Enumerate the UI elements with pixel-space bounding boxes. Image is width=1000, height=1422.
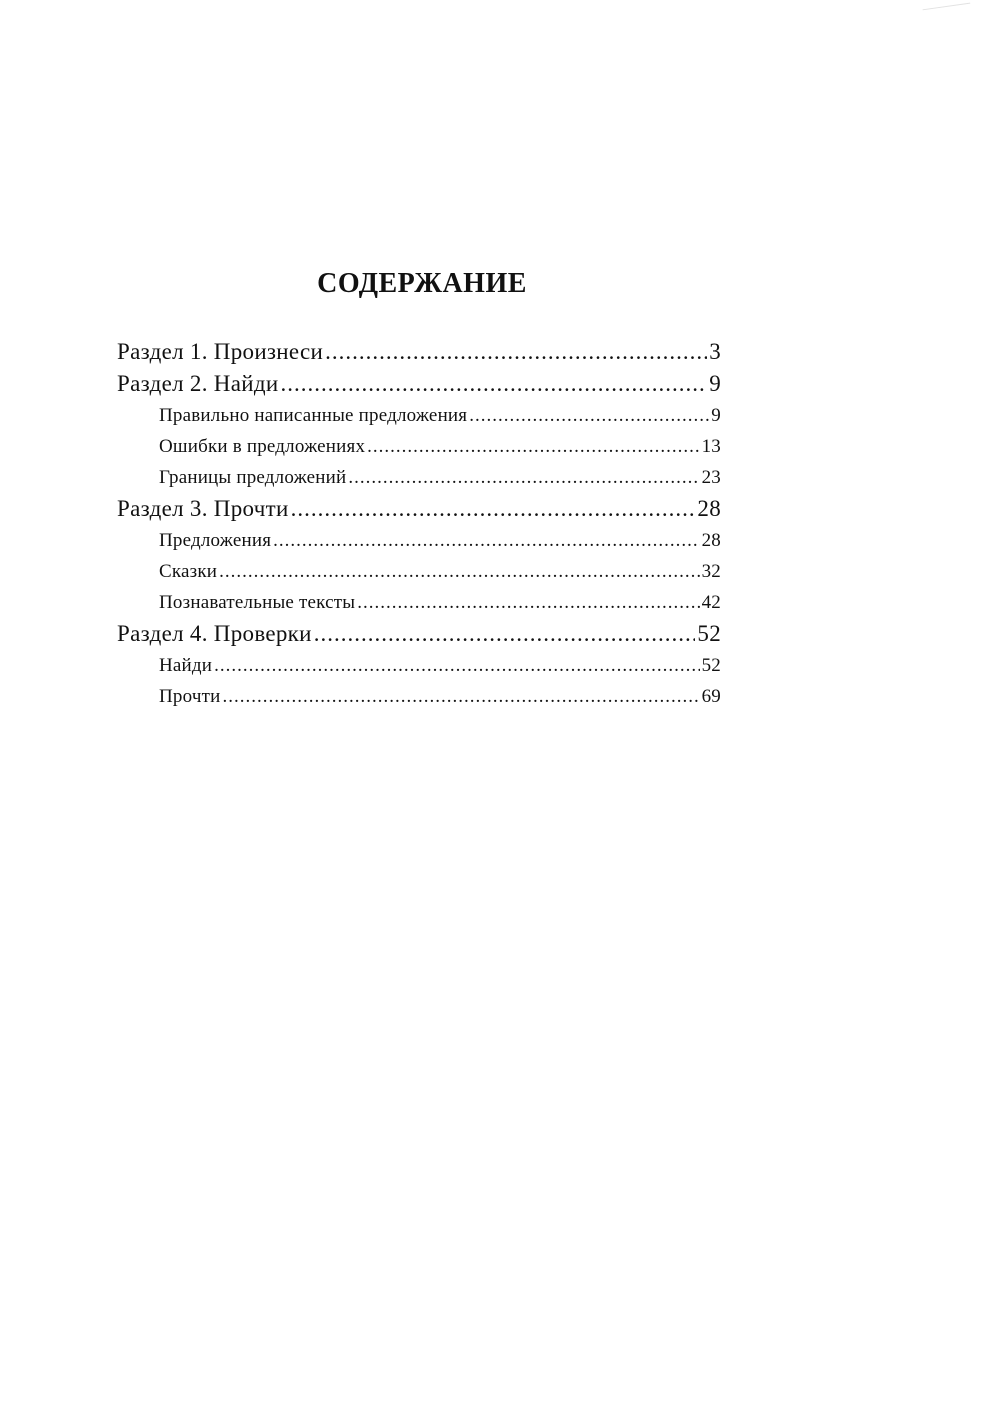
scan-mark <box>922 0 971 10</box>
toc-entry-label: Раздел 4. Проверки <box>117 621 312 646</box>
toc-entry-section-2[interactable] <box>117 368 721 400</box>
toc-entry-correct-sentences[interactable] <box>117 400 721 431</box>
dot-leader <box>273 525 699 556</box>
toc-entry-page: 69 <box>701 686 721 707</box>
toc-entry-page: 23 <box>701 467 721 488</box>
dot-leader <box>314 618 696 650</box>
toc-entry-page: 42 <box>701 592 721 613</box>
toc-entry-section-1[interactable] <box>117 336 721 368</box>
toc-entry-label: Раздел 2. Найди <box>117 371 279 396</box>
toc-entry-page: 28 <box>697 496 721 521</box>
toc-entry-page: 13 <box>701 436 721 457</box>
toc-entry-page: 9 <box>709 371 721 396</box>
dot-leader <box>325 336 707 368</box>
toc-entry-page: 28 <box>701 530 721 551</box>
toc-entry-sentences[interactable] <box>117 525 721 556</box>
toc-entry-read[interactable] <box>117 681 721 712</box>
dot-leader <box>357 587 699 618</box>
toc-entry-label: Познавательные тексты <box>159 592 356 613</box>
toc-entry-sentence-errors[interactable] <box>117 431 721 462</box>
dot-leader <box>222 681 699 712</box>
toc-entry-label: Найди <box>159 655 213 676</box>
page-title: СОДЕРЖАНИЕ <box>317 268 527 299</box>
toc-entry-label: Границы предложений <box>159 467 347 488</box>
toc-entry-page: 9 <box>711 405 721 426</box>
toc-entry-sentence-boundaries[interactable] <box>117 462 721 493</box>
toc-entry-label: Раздел 3. Прочти <box>117 496 289 521</box>
dot-leader <box>214 650 699 681</box>
toc-entry-label: Раздел 1. Произнеси <box>117 339 324 364</box>
toc-entry-section-4[interactable] <box>117 618 721 650</box>
toc-entry-fairy-tales[interactable] <box>117 556 721 587</box>
toc-entry-page: 3 <box>709 339 721 364</box>
dot-leader <box>348 462 699 493</box>
dot-leader <box>219 556 699 587</box>
toc-entry-section-3[interactable] <box>117 493 721 525</box>
dot-leader <box>280 368 707 400</box>
toc-entry-label: Прочти <box>159 686 221 707</box>
dot-leader <box>367 431 699 462</box>
toc-entry-informative-texts[interactable] <box>117 587 721 618</box>
toc-entry-label: Правильно написанные предложения <box>159 405 468 426</box>
toc-entry-label: Предложения <box>159 530 272 551</box>
dot-leader <box>291 493 696 525</box>
toc-entry-label: Сказки <box>159 561 218 582</box>
dot-leader <box>469 400 709 431</box>
toc-entry-page: 52 <box>697 621 721 646</box>
toc-entry-label: Ошибки в предложениях <box>159 436 366 457</box>
toc-entry-page: 32 <box>701 561 721 582</box>
table-of-contents <box>117 336 721 712</box>
toc-entry-find[interactable] <box>117 650 721 681</box>
toc-entry-page: 52 <box>701 655 721 676</box>
